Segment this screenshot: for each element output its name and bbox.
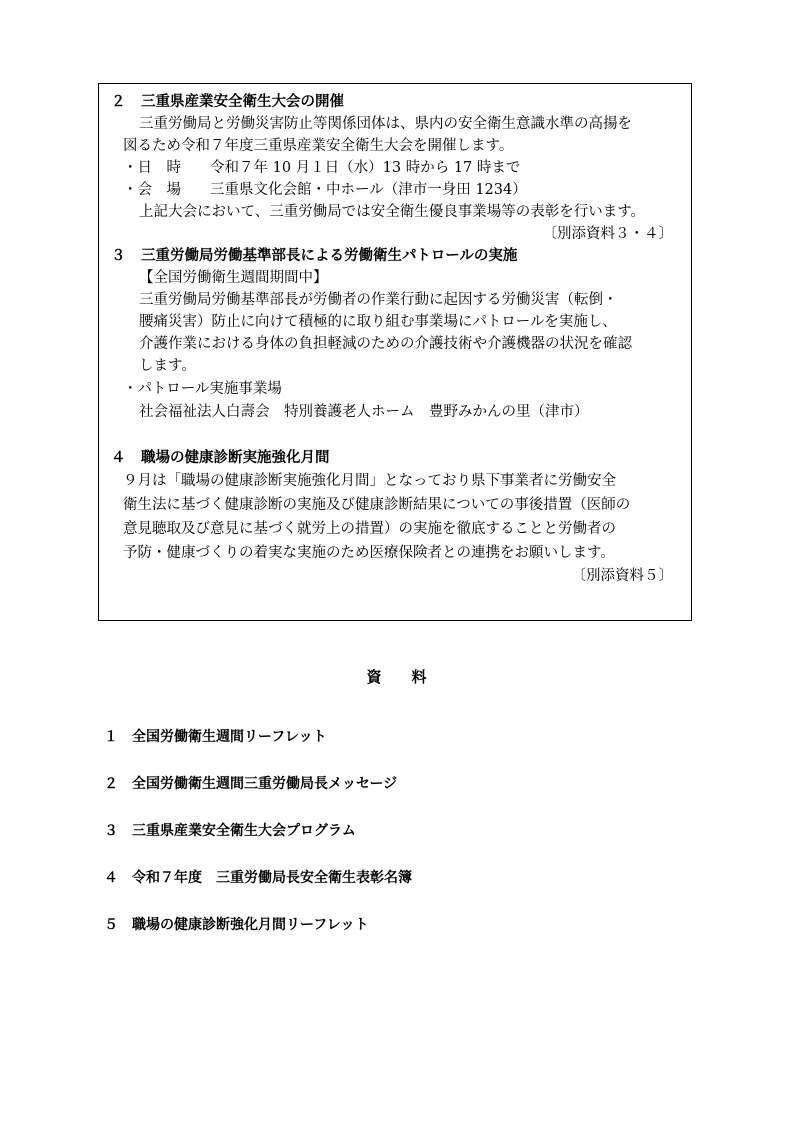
section-3-site: 社会福祉法人白壽会 特別養護老人ホーム 豊野みかんの里（津市）: [139, 404, 589, 420]
section-2-ref: 〔別添資料３・４〕: [542, 226, 673, 242]
section-4-line-4: 予防・健康づくりの着実な実施のため医療保険者との連携をお願いします。: [123, 545, 615, 561]
material-item-1: １ 全国労働衛生週間リーフレット: [104, 729, 327, 745]
section-4-title: ４ 職場の健康診断実施強化月間: [111, 450, 330, 466]
section-2-line-5: 上記大会において、三重労働局では安全衛生優良事業場等の表彰を行います。: [139, 204, 646, 220]
section-2-title: ２ 三重県産業安全衛生大会の開催: [111, 94, 344, 110]
section-3-line-3: 介護作業における身体の負担軽減のための介護技術や介護機器の状況を確認: [139, 336, 632, 352]
section-2-venue: ・会 場 三重県文化会館・中ホール（津市一身田 1234）: [123, 182, 527, 198]
section-3-line-2: 腰痛災害）防止に向けて積極的に取り組む事業場にパトロールを実施し、: [139, 314, 617, 330]
section-3-line-4: します。: [139, 358, 196, 374]
material-item-2: ２ 全国労働衛生週間三重労働局長メッセージ: [104, 776, 398, 792]
section-4-line-1: ９月は「職場の健康診断実施強化月間」となっており県下事業者に労働安全: [123, 473, 616, 489]
material-item-4: ４ 令和７年度 三重労働局長安全衛生表彰名簿: [104, 870, 412, 886]
section-3-site-label: ・パトロール実施事業場: [123, 381, 282, 397]
section-2-date: ・日 時 令和７年 10 月１日（水）13 時から 17 時まで: [123, 160, 521, 176]
notice-box: [98, 83, 692, 621]
section-4-line-2: 衛生法に基づく健康診断の実施及び健康診断結果についての事後措置（医師の: [123, 497, 631, 513]
section-2-line-1: 三重労働局と労働災害防止等関係団体は、県内の安全衛生意識水準の高揚を: [139, 116, 632, 132]
material-item-5: ５ 職場の健康診断強化月間リーフレット: [104, 917, 369, 933]
section-3-line-1: 三重労働局労働基準部長が労働者の作業行動に起因する労働災害（転倒・: [139, 292, 618, 308]
section-4-line-3: 意見聴取及び意見に基づく就労上の措置）の実施を徹底することと労働者の: [123, 521, 616, 537]
materials-heading: 資料: [366, 668, 457, 686]
section-2-line-2: 図るため令和７年度三重県産業安全衛生大会を開催します。: [123, 138, 514, 154]
section-3-period: 【全国労働衛生週間期間中】: [139, 270, 328, 286]
section-3-title: ３ 三重労働局労働基準部長による労働衛生パトロールの実施: [111, 248, 518, 264]
section-4-ref: 〔別添資料５〕: [571, 568, 673, 584]
material-item-3: ３ 三重県産業安全衛生大会プログラム: [104, 823, 356, 839]
